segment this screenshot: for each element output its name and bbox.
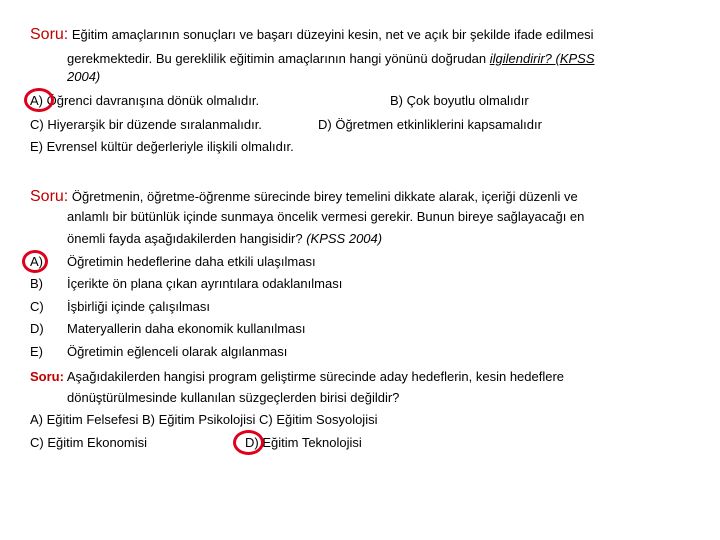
- q2-option-e-letter: E): [30, 344, 43, 359]
- q2-label: Soru:: [30, 188, 69, 205]
- q3-option-d: D) Eğitim Teknolojisi: [245, 435, 362, 450]
- q2-stem-3: önemli fayda aşağıdakilerden hangisidir?: [67, 231, 307, 246]
- q2-option-d: Materyallerin daha ekonomik kullanılması: [67, 321, 306, 336]
- q2-line1: [30, 188, 578, 205]
- q3-options-row1: A) Eğitim Felsefesi B) Eğitim Psikolojisi C) Eğitim Sosyolojisi: [30, 412, 378, 427]
- q3-line1: [30, 368, 564, 385]
- q2-option-b: İçerikte ön plana çıkan ayrıntılara odaklanılması: [67, 276, 343, 291]
- q1-option-e: E) Evrensel kültür değerleriyle ilişkili olmalıdır.: [30, 139, 294, 154]
- q3-answer-circle: [233, 430, 264, 455]
- q1-line2: [67, 50, 595, 67]
- q2-stem-1: Öğretmenin, öğretme-öğrenme sürecinde birey temelini dikkate alarak, içeriği düzenli ve: [71, 189, 578, 204]
- q3-stem-2: dönüştürülmesinde kullanılan süzgeçlerden birisi değildir?: [67, 390, 400, 405]
- q1-label: Soru:: [30, 26, 69, 43]
- q2-option-d-letter: D): [30, 321, 44, 336]
- q1-option-d: D) Öğretmen etkinliklerini kapsamalıdır: [318, 117, 542, 132]
- q1-stem-2: gerekmektedir. Bu gereklilik eğitimin amaçlarının hangi yönünü doğrudan: [67, 51, 490, 66]
- q3-option-c2: C) Eğitim Ekonomisi: [30, 435, 148, 450]
- q3-label: Soru:: [30, 369, 64, 384]
- q1-option-a: A) Öğrenci davranışına dönük olmalıdır.: [30, 93, 260, 108]
- q1-stem-1: Eğitim amaçlarının sonuçları ve başarı düzeyini kesin, net ve açık bir şekilde ifade edilmesi: [71, 27, 594, 42]
- q2-source: (KPSS 2004): [306, 231, 383, 246]
- q2-option-a: Öğretimin hedeflerine daha etkili ulaşılması: [67, 254, 316, 269]
- q1-option-b: B) Çok boyutlu olmalıdır: [390, 93, 529, 108]
- q2-option-e: Öğretimin eğlenceli olarak algılanması: [67, 344, 288, 359]
- q2-option-b-letter: B): [30, 276, 43, 291]
- q2-option-c: İşbirliği içinde çalışılması: [67, 299, 211, 314]
- q1-line1: [30, 26, 594, 43]
- q2-answer-circle: [22, 250, 48, 273]
- q1-stem-3: 2004): [67, 69, 101, 84]
- q1-option-c: C) Hiyerarşik bir düzende sıralanmalıdır.: [30, 117, 262, 132]
- q1-stem-2-underlined: ilgilendirir? (KPSS: [489, 51, 595, 66]
- q2-stem-2: anlamlı bir bütünlük içinde sunmaya öncelik vermesi gerekir. Bunun bireye sağlayacağı en: [67, 209, 585, 224]
- q2-option-a-letter: A): [30, 254, 43, 269]
- q1-answer-circle: [24, 88, 54, 112]
- q2-line3: [67, 230, 382, 247]
- q2-option-c-letter: C): [30, 299, 44, 314]
- q3-stem-1: Aşağıdakilerden hangisi program geliştirme sürecinde aday hedeflerin, kesin hedeflere: [66, 369, 565, 384]
